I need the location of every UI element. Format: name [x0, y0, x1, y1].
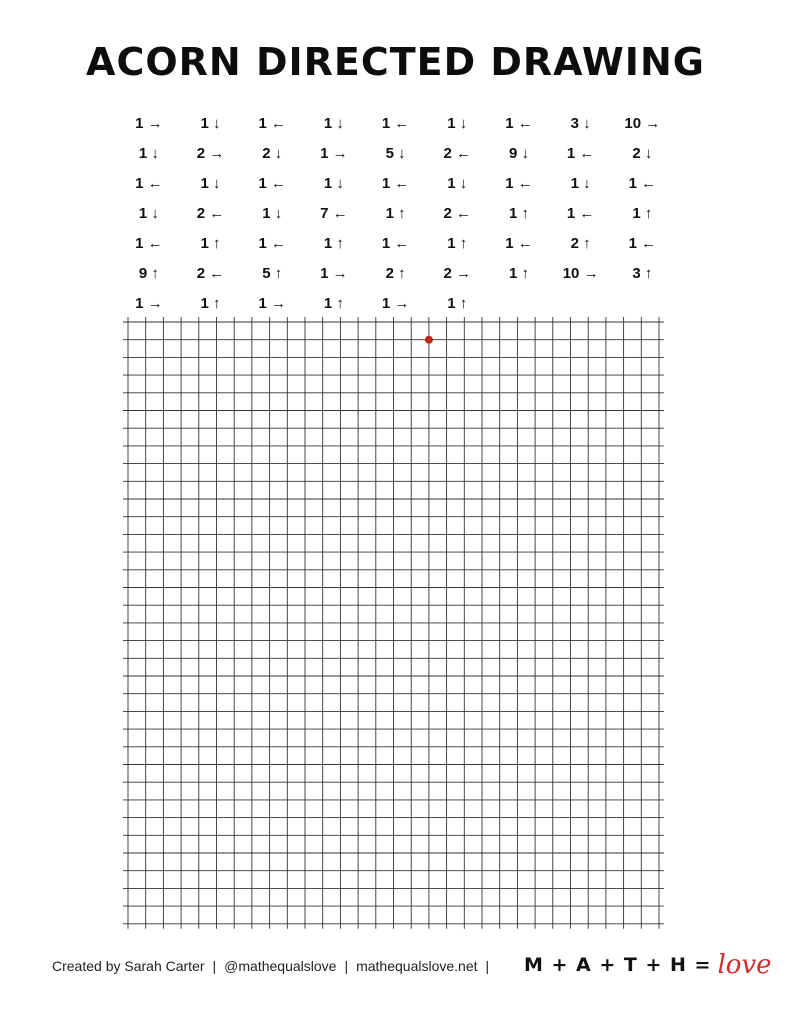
direction-step: 1 ↓ [447, 174, 468, 192]
direction-step: 1 ← [135, 174, 163, 192]
direction-step: 2 ↓ [632, 144, 653, 162]
direction-step: 2 → [443, 264, 472, 282]
direction-step: 2 ← [443, 204, 472, 222]
direction-step: 2 ← [196, 264, 225, 282]
direction-step: 2 ↓ [262, 144, 283, 162]
direction-step: 1 ↓ [570, 174, 591, 192]
direction-step: 1 ↑ [200, 294, 221, 312]
direction-step: 1 ← [566, 144, 595, 162]
direction-step: 1 ↑ [200, 234, 221, 252]
direction-step: 2 ← [443, 144, 472, 162]
footer-social-handle: @mathequalslove [224, 958, 337, 974]
direction-step: 1 ← [258, 234, 286, 252]
direction-step: 1 → [135, 294, 163, 312]
direction-step: 1 ← [381, 114, 410, 132]
direction-step: 1 ↓ [447, 114, 468, 132]
start-dot [425, 336, 433, 344]
direction-step: 1 ← [628, 234, 657, 252]
direction-step: 2 → [196, 144, 225, 162]
direction-step: 1 → [135, 114, 163, 132]
direction-step: 2 ← [196, 204, 225, 222]
direction-step: 1 ↑ [385, 204, 406, 222]
brand-word: M + A + T + H = [524, 954, 712, 976]
direction-step: 1 ↑ [508, 264, 529, 282]
direction-step: 7 ← [320, 204, 348, 222]
direction-step: 10 → [624, 114, 661, 132]
direction-step: 1 ↓ [323, 174, 344, 192]
direction-step: 1 ↓ [138, 204, 159, 222]
direction-step: 1 ← [381, 174, 410, 192]
direction-step: 1 ↓ [200, 114, 221, 132]
direction-step: 1 ← [505, 234, 533, 252]
direction-step: 1 ← [258, 174, 286, 192]
direction-step: 1 ↑ [508, 204, 529, 222]
page-title: ACORN DIRECTED DRAWING [86, 40, 705, 84]
footer-credits [52, 954, 497, 978]
direction-step: 1 ↓ [138, 144, 159, 162]
direction-step: 9 ↑ [138, 264, 159, 282]
direction-step: 5 ↓ [385, 144, 406, 162]
direction-step: 1 ← [258, 114, 286, 132]
direction-step: 1 ← [628, 174, 657, 192]
direction-step: 1 ↓ [262, 204, 283, 222]
direction-step: 1 → [258, 294, 286, 312]
direction-step: 2 ↑ [385, 264, 406, 282]
direction-step: 1 ← [135, 234, 163, 252]
direction-step: 1 ← [381, 234, 410, 252]
direction-step: 5 ↑ [262, 264, 283, 282]
direction-step: 1 ↑ [447, 234, 468, 252]
direction-step: 10 → [562, 264, 599, 282]
direction-step: 1 ↑ [323, 294, 344, 312]
direction-step: 3 ↓ [570, 114, 591, 132]
footer-separator: | [212, 958, 217, 974]
direction-step: 1 ← [505, 174, 533, 192]
direction-step: 1 ← [566, 204, 595, 222]
direction-step: 1 ↓ [323, 114, 344, 132]
direction-step: 1 → [381, 294, 410, 312]
footer-separator: | [344, 958, 349, 974]
brand-love: love [717, 950, 772, 980]
footer-website: mathequalslove.net [356, 958, 478, 974]
direction-step: 1 → [320, 144, 348, 162]
brand-logo [524, 948, 772, 982]
direction-step: 1 ↑ [323, 234, 344, 252]
direction-step: 1 → [320, 264, 348, 282]
direction-step: 9 ↓ [508, 144, 529, 162]
footer-separator: | [485, 958, 490, 974]
direction-step: 1 ↑ [632, 204, 653, 222]
direction-step: 1 ← [505, 114, 533, 132]
direction-step: 2 ↑ [570, 234, 591, 252]
footer-credit: Created by Sarah Carter [52, 958, 205, 974]
direction-step: 3 ↑ [632, 264, 653, 282]
direction-step: 1 ↑ [447, 294, 468, 312]
direction-step: 1 ↓ [200, 174, 221, 192]
